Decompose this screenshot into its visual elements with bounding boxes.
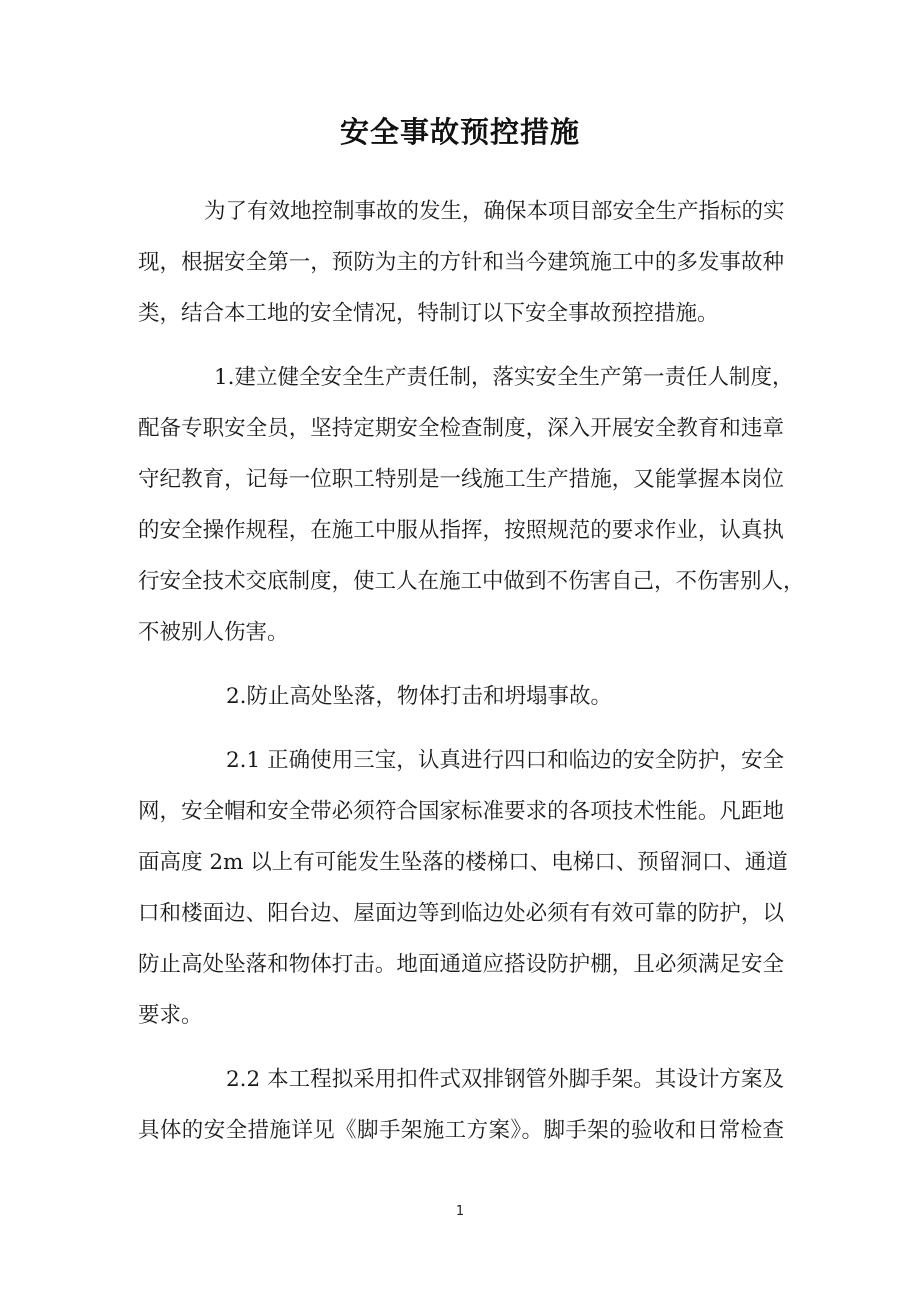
paragraph-line: 1.建立健全安全生产责任制，落实安全生产第一责任人制度， (214, 365, 794, 390)
paragraph-line: 要求。 (138, 1003, 203, 1028)
paragraph-line: 面高度 2m 以上有可能发生坠落的楼梯口、电梯口、预留洞口、通道 (138, 850, 788, 875)
paragraph-line: 2.1 正确使用三宝，认真进行四口和临边的安全防护，安全 (226, 748, 784, 773)
page-number: 1 (455, 1204, 465, 1219)
paragraph-line: 类，结合本工地的安全情况，特制订以下安全事故预控措施。 (138, 301, 719, 326)
paragraph-line: 现，根据安全第一，预防为主的方针和当今建筑施工中的多发事故种 (138, 250, 784, 275)
paragraph-line: 口和楼面边、阳台边、屋面边等到临边处必须有有效可靠的防护，以 (138, 901, 784, 926)
paragraph-line: 配备专职安全员，坚持定期安全检查制度，深入开展安全教育和违章 (138, 416, 784, 441)
paragraph-line: 的安全操作规程，在施工中服从指挥，按照规范的要求作业，认真执 (138, 518, 784, 543)
paragraph-line: 为了有效地控制事故的发生，确保本项目部安全生产指标的实 (204, 199, 785, 224)
paragraph-line: 网，安全帽和安全带必须符合国家标准要求的各项技术性能。凡距地 (138, 799, 784, 824)
section-heading-line: 2.防止高处坠落，物体打击和坍塌事故。 (226, 684, 613, 709)
paragraph-line: 行安全技术交底制度，使工人在施工中做到不伤害自己，不伤害别人， (138, 569, 805, 594)
paragraph-line: 不被别人伤害。 (138, 620, 289, 645)
paragraph-line: 防止高处坠落和物体打击。地面通道应搭设防护棚，且必须满足安全 (138, 952, 784, 977)
paragraph-line: 2.2 本工程拟采用扣件式双排钢管外脚手架。其设计方案及 (226, 1067, 784, 1092)
document-title: 安全事故预控措施 (339, 115, 580, 149)
paragraph-line: 守纪教育，记每一位职工特别是一线施工生产措施，又能掌握本岗位 (138, 467, 784, 492)
paragraph-line: 具体的安全措施详见《脚手架施工方案》。脚手架的验收和日常检查 (138, 1118, 784, 1143)
